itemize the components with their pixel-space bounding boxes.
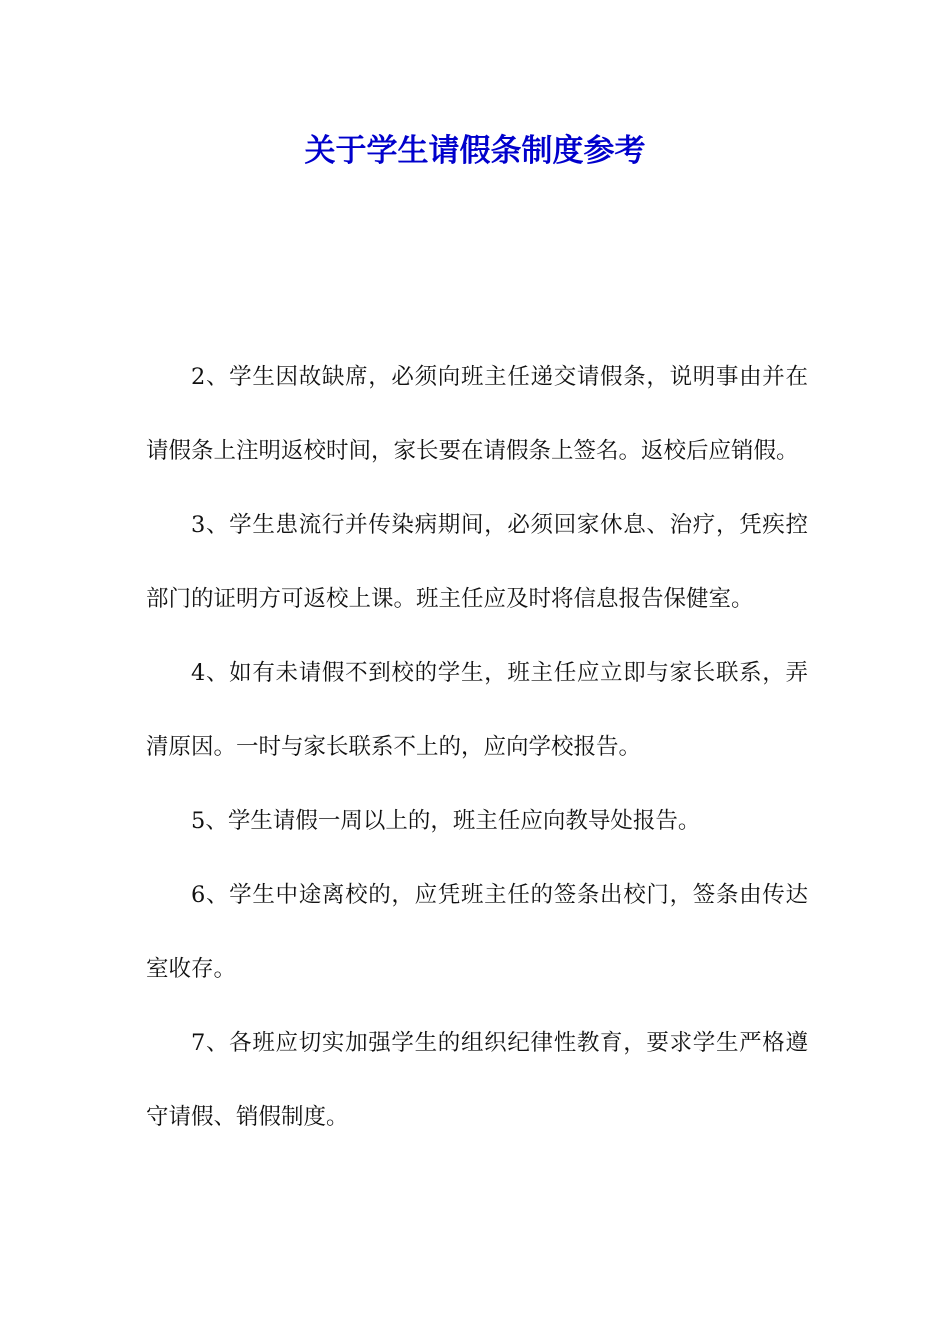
paragraph-2: 2、学生因故缺席，必须向班主任递交请假条，说明事由并在请假条上注明返校时间，家长要在请假条上签名。返校后应销假。	[146, 364, 808, 464]
paragraph-3: 3、学生患流行并传染病期间，必须回家休息、治疗，凭疾控部门的证明方可返校上课。班主任应及时将信息报告保健室。	[146, 512, 808, 612]
document-title: 关于学生请假条制度参考	[304, 133, 646, 169]
paragraph-7: 7、各班应切实加强学生的组织纪律性教育，要求学生严格遵守请假、销假制度。	[146, 1030, 808, 1130]
document-body	[146, 340, 808, 1154]
paragraph-4: 4、如有未请假不到校的学生，班主任应立即与家长联系，弄清原因。一时与家长联系不上的，应向学校报告。	[146, 660, 808, 760]
paragraph-5: 5、学生请假一周以上的，班主任应向教导处报告。	[191, 808, 701, 834]
paragraph-6: 6、学生中途离校的，应凭班主任的签条出校门，签条由传达室收存。	[146, 882, 808, 982]
